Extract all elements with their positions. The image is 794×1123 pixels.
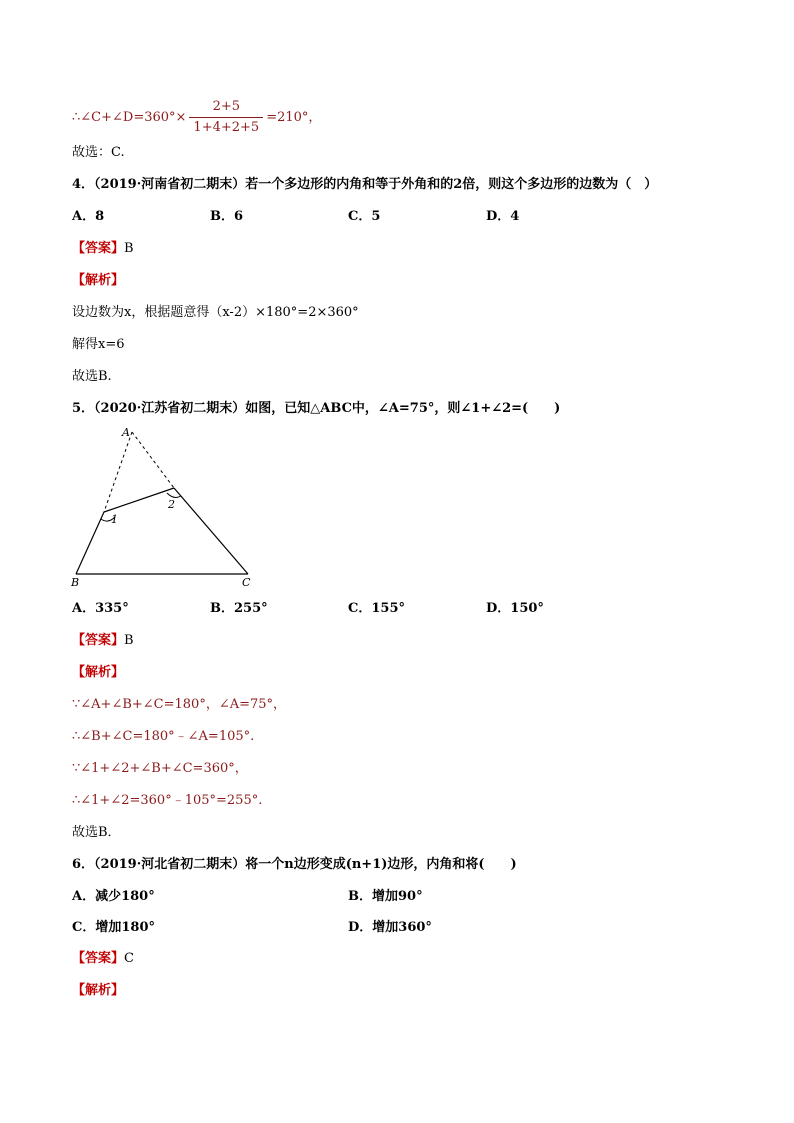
dashed-side-ab <box>104 432 132 512</box>
q6-answer <box>72 950 134 968</box>
vertex-b-label: B <box>71 576 80 589</box>
q4-analysis-line-3: 故选B. <box>72 369 112 384</box>
q5-answer <box>72 632 134 650</box>
q5-option-c: C．155° <box>348 601 405 616</box>
q4-stem: 4．（2019·河南省初二期末）若一个多边形的内角和等于外角和的2倍，则这个多边形的边数为（ ） <box>72 177 658 192</box>
q5-analysis-label: 【解析】 <box>72 665 125 680</box>
answer-value: B <box>124 633 134 648</box>
fraction <box>189 98 263 137</box>
q4-analysis-line-2: 解得x=6 <box>72 337 125 352</box>
formula-suffix: =210°， <box>266 110 322 125</box>
formula-prefix: ∴∠C+∠D=360°× <box>72 110 187 125</box>
fraction-denominator: 1+4+2+5 <box>193 120 260 135</box>
q6-stem: 6．（2019·河北省初二期末）将一个n边形变成(n+1)边形，内角和将( ) <box>72 857 517 872</box>
angle-1-label: 1 <box>111 513 118 526</box>
q5-analysis-line-1: ∵∠A+∠B+∠C=180°，∠A=75°， <box>72 697 287 712</box>
q4-option-d: D．4 <box>486 209 520 224</box>
q5-option-b: B．255° <box>210 601 268 616</box>
prev-formula-line <box>72 98 321 137</box>
q5-analysis-line-3: ∵∠1+∠2+∠B+∠C=360°， <box>72 761 248 776</box>
q4-option-a: A．8 <box>72 209 105 224</box>
q5-analysis-line-4: ∴∠1+∠2=360°﹣105°=255°. <box>72 793 263 808</box>
q6-option-a: A．减少180° <box>72 889 155 904</box>
q6-option-d: D．增加360° <box>348 920 432 935</box>
q4-answer <box>72 240 134 258</box>
vertex-a-label: A <box>122 426 130 439</box>
q5-option-a: A．335° <box>72 601 129 616</box>
dashed-side-ac <box>132 432 174 488</box>
angle-2-label: 2 <box>168 498 175 511</box>
q4-analysis-line-1: 设边数为x，根据题意得（x-2）×180°=2×360° <box>72 305 359 320</box>
q5-analysis-line-2: ∴∠B+∠C=180°﹣∠A=105°. <box>72 729 255 744</box>
q4-analysis-label: 【解析】 <box>72 273 125 288</box>
side-b-to-cut <box>76 512 104 574</box>
answer-label: 【答案】 <box>72 241 125 256</box>
cut-segment <box>104 488 174 512</box>
q4-option-c: C．5 <box>348 209 381 224</box>
answer-value: C <box>124 951 134 966</box>
side-cut-to-c <box>174 488 248 574</box>
answer-label: 【答案】 <box>72 951 125 966</box>
answer-label: 【答案】 <box>72 633 125 648</box>
q5-conclusion: 故选B． <box>72 825 121 840</box>
q5-option-d: D．150° <box>486 601 544 616</box>
answer-value: B <box>124 241 134 256</box>
q6-option-b: B．增加90° <box>348 889 423 904</box>
q6-analysis-label: 【解析】 <box>72 983 125 998</box>
fraction-numerator: 2+5 <box>189 98 263 118</box>
q6-option-c: C．增加180° <box>72 920 155 935</box>
q5-stem: 5．（2020·江苏省初二期末）如图，已知△ABC中，∠A=75°，则∠1+∠2=( ) <box>72 401 561 416</box>
prev-choice: 故选：C. <box>72 145 125 160</box>
q4-option-b: B．6 <box>210 209 244 224</box>
triangle-figure <box>68 424 268 594</box>
vertex-c-label: C <box>242 576 251 589</box>
